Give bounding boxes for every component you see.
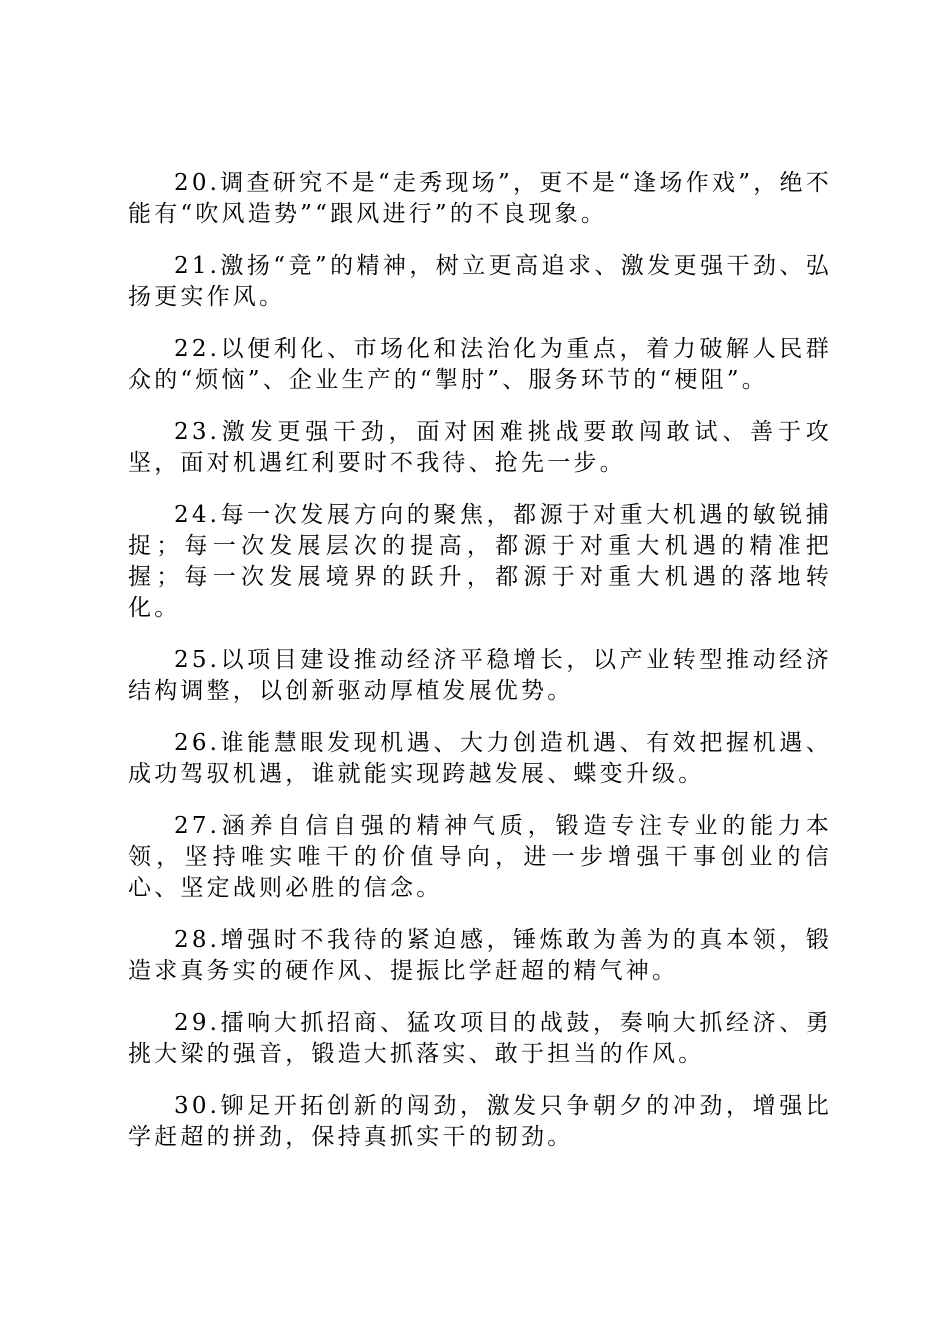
paragraph-22: 22.以便利化、市场化和法治化为重点，着力破解人民群众的“烦恼”、企业生产的“掣肘”、服务环节的“梗阻”。 [128, 336, 832, 393]
paragraph-20: 20.调查研究不是“走秀现场”，更不是“逢场作戏”，绝不能有“吹风造势”“跟风进行”的不良现象。 [128, 170, 832, 227]
document-body [128, 168, 832, 1174]
paragraph-25: 25.以项目建设推动经济平稳增长，以产业转型推动经济结构调整，以创新驱动厚植发展优势。 [128, 647, 832, 704]
paragraph-29: 29.擂响大抓招商、猛攻项目的战鼓，奏响大抓经济、勇挑大梁的强音，锻造大抓落实、敢于担当的作风。 [128, 1010, 832, 1067]
paragraph-28: 28.增强时不我待的紧迫感，锤炼敢为善为的真本领，锻造求真务实的硬作风、提振比学赶超的精气神。 [128, 927, 832, 984]
paragraph-30: 30.铆足开拓创新的闯劲，激发只争朝夕的冲劲，增强比学赶超的拼劲，保持真抓实干的韧劲。 [128, 1093, 832, 1150]
paragraph-27: 27.涵养自信自强的精神气质，锻造专注专业的能力本领，坚持唯实唯干的价值导向，进一步增强干事创业的信心、坚定战则必胜的信念。 [128, 813, 832, 901]
paragraph-23: 23.激发更强干劲，面对困难挑战要敢闯敢试、善于攻坚，面对机遇红利要时不我待、抢先一步。 [128, 419, 832, 476]
paragraph-26: 26.谁能慧眼发现机遇、大力创造机遇、有效把握机遇、成功驾驭机遇，谁就能实现跨越发展、蝶变升级。 [128, 730, 832, 787]
paragraph-21: 21.激扬“竞”的精神，树立更高追求、激发更强干劲、弘扬更实作风。 [128, 253, 832, 310]
paragraph-24: 24.每一次发展方向的聚焦，都源于对重大机遇的敏锐捕捉；每一次发展层次的提高，都源于对重大机遇的精准把握；每一次发展境界的跃升，都源于对重大机遇的落地转化。 [128, 502, 832, 621]
